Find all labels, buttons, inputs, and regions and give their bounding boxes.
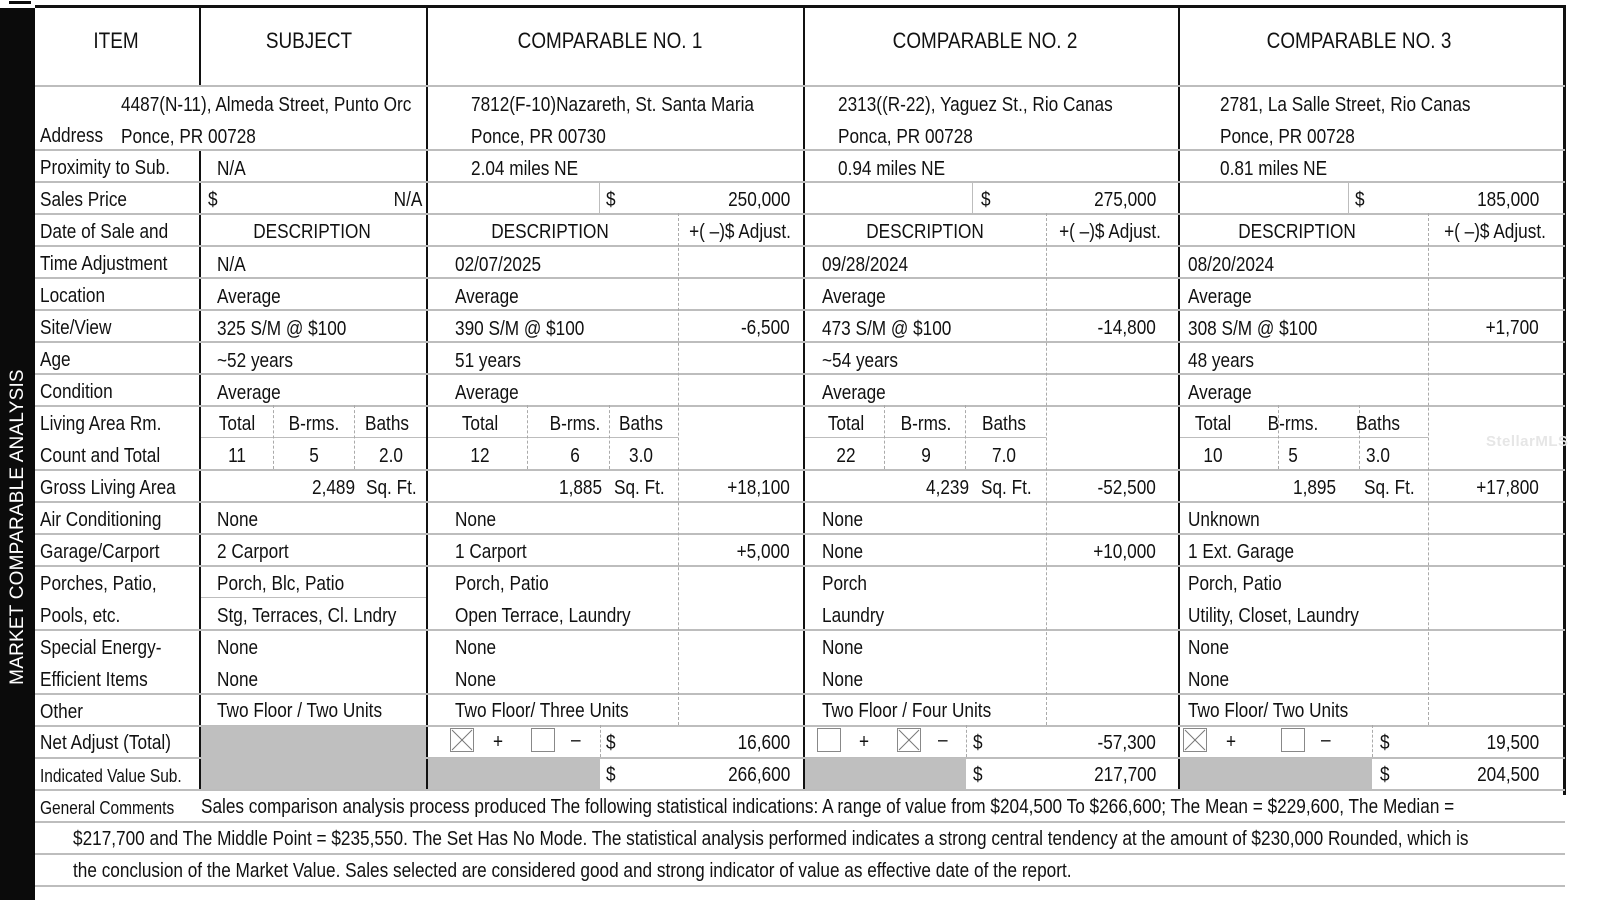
- comments-line-1: Sales comparison analysis process produced The following statistical indications: A range of value from $204,500 To $266,600; The Mean = $229,600, The Median =: [201, 796, 1455, 818]
- subject-gla: 2,489: [311, 477, 355, 499]
- comp3-net-adjustment: 19,500: [1486, 732, 1539, 754]
- row-divider: [35, 533, 1565, 535]
- subject-rooms-total: 11: [228, 445, 246, 467]
- comp3-indicated-shade: [1180, 758, 1372, 789]
- comp2-energy-1: None: [822, 637, 864, 659]
- subject-garage: 2 Carport: [217, 541, 289, 563]
- row-divider: [35, 469, 1565, 471]
- comp2-indicated-value: 217,700: [1093, 764, 1156, 786]
- subject-rooms-baths: 2.0: [379, 445, 403, 467]
- row-divider: [35, 853, 1565, 855]
- comp2-net-divider: [966, 725, 967, 757]
- comp1-address-line2: Ponce, PR 00730: [471, 126, 606, 148]
- label-energy: Special Energy-: [40, 637, 162, 659]
- header-item: ITEM: [93, 28, 139, 53]
- label-pools: Pools, etc.: [40, 605, 121, 627]
- comp3-price-currency: $: [1355, 189, 1365, 211]
- comp3-rooms-brms-header: B-rms.: [1267, 413, 1319, 435]
- label-location: Location: [40, 285, 106, 307]
- comp2-rooms-divider-1: [884, 405, 885, 469]
- comp3-rooms-total: 10: [1203, 445, 1223, 467]
- comp2-porches-2: Laundry: [822, 605, 885, 627]
- comp3-net-plus-checkbox[interactable]: [1183, 728, 1207, 752]
- header-comp1: COMPARABLE NO. 1: [517, 28, 703, 53]
- comp2-net-minus-checkbox[interactable]: [897, 728, 921, 752]
- section-label: [0, 0, 35, 900]
- row-divider: [35, 693, 1565, 695]
- subject-rooms-brms: 5: [309, 445, 319, 467]
- comp1-rooms-baths-header: Baths: [619, 413, 663, 435]
- comp2-net-plus-checkbox[interactable]: [817, 728, 841, 752]
- inner-row-divider: [428, 437, 678, 438]
- comp3-energy-2: None: [1188, 669, 1230, 691]
- label-general-comments: General Comments: [40, 798, 175, 818]
- label-other: Other: [40, 701, 84, 723]
- comp3-other: Two Floor/ Two Units: [1188, 700, 1349, 722]
- header-subject: SUBJECT: [265, 28, 353, 53]
- comp1-net-plus-checkbox[interactable]: [450, 728, 474, 752]
- comp1-site-adjustment: -6,500: [741, 317, 790, 339]
- comp3-gla-unit: Sq. Ft.: [1364, 477, 1415, 499]
- comp3-age: 48 years: [1188, 350, 1254, 372]
- comp2-condition: Average: [822, 382, 886, 404]
- watermark-logo: StellarMLS: [1486, 433, 1569, 450]
- subject-rooms-baths-header: Baths: [365, 413, 409, 435]
- comp1-description-header: DESCRIPTION: [491, 221, 609, 243]
- subject-address-line1: 4487(N-11), Almeda Street, Punto Orc: [121, 94, 412, 116]
- comp3-condition: Average: [1188, 382, 1252, 404]
- row-divider: [35, 341, 1565, 343]
- inner-row-divider: [201, 245, 426, 246]
- comp3-energy-1: None: [1188, 637, 1230, 659]
- comp1-sales-price: 250,000: [727, 189, 790, 211]
- comp2-gla: 4,239: [925, 477, 969, 499]
- comp1-rooms-total-header: Total: [461, 413, 499, 435]
- subject-net-shade: [201, 726, 426, 789]
- comp2-sales-price: 275,000: [1093, 189, 1156, 211]
- comp1-gla: 1,885: [558, 477, 602, 499]
- comp3-net-divider: [1372, 725, 1373, 757]
- comp2-energy-2: None: [822, 669, 864, 691]
- row-divider: [35, 629, 1565, 631]
- comp1-age: 51 years: [455, 350, 521, 372]
- section-label-text: MARKET COMPARABLE ANALYSIS: [7, 369, 28, 685]
- label-address: Address: [40, 125, 104, 147]
- row-divider: [35, 501, 1565, 503]
- subject-price-currency: $: [208, 189, 218, 211]
- label-efficient-items: Efficient Items: [40, 669, 148, 691]
- label-proximity: Proximity to Sub.: [40, 157, 171, 179]
- comp3-rooms-baths: 3.0: [1366, 445, 1390, 467]
- comments-line-3: the conclusion of the Market Value. Sales selected are considered good and strong indicator of value as effective date of the report.: [73, 860, 1072, 882]
- comp2-rooms-total-header: Total: [827, 413, 865, 435]
- comp2-price-currency: $: [981, 189, 991, 211]
- comp1-indicated-value: 266,600: [727, 764, 790, 786]
- row-divider: [35, 85, 1565, 87]
- label-garage: Garage/Carport: [40, 541, 160, 563]
- inner-row-divider: [201, 597, 426, 598]
- comp1-indicated-shade: [428, 758, 600, 789]
- comp1-garage: 1 Carport: [455, 541, 527, 563]
- comp2-description-header: DESCRIPTION: [866, 221, 984, 243]
- subject-gla-unit: Sq. Ft.: [366, 477, 417, 499]
- inner-row-divider: [201, 437, 426, 438]
- comp2-porches-1: Porch: [822, 573, 867, 595]
- subject-address-line2: Ponce, PR 00728: [121, 126, 256, 148]
- inner-row-divider: [805, 437, 1046, 438]
- comp1-proximity: 2.04 miles NE: [471, 158, 579, 180]
- comp3-porches-2: Utility, Closet, Laundry: [1188, 605, 1359, 627]
- comp1-net-minus-checkbox[interactable]: [531, 728, 555, 752]
- comp1-location: Average: [455, 286, 519, 308]
- comp1-adjust-divider: [678, 213, 679, 725]
- comp1-indicated-currency: $: [606, 764, 616, 786]
- comp2-location: Average: [822, 286, 886, 308]
- subject-porches-1: Porch, Blc, Patio: [217, 573, 345, 595]
- comp3-indicated-value: 204,500: [1476, 764, 1539, 786]
- subject-rooms-brms-header: B-rms.: [288, 413, 340, 435]
- inner-row-divider: [428, 245, 803, 246]
- comp1-net-adjustment: 16,600: [737, 732, 790, 754]
- comp2-date: 09/28/2024: [822, 254, 909, 276]
- inner-row-divider: [805, 245, 1178, 246]
- comp1-garage-adjustment: +5,000: [736, 541, 790, 563]
- comp2-gla-adjustment: -52,500: [1097, 477, 1156, 499]
- comp2-rooms-brms-header: B-rms.: [900, 413, 952, 435]
- comp1-date: 02/07/2025: [455, 254, 542, 276]
- comp2-other: Two Floor / Four Units: [822, 700, 992, 722]
- comp1-rooms-brms-header: B-rms.: [549, 413, 601, 435]
- comp2-ac: None: [822, 509, 864, 531]
- comp1-rooms-total: 12: [470, 445, 490, 467]
- comp3-site-adjustment: +1,700: [1485, 317, 1539, 339]
- label-time-adjustment: Time Adjustment: [40, 253, 168, 275]
- label-gla: Gross Living Area: [40, 477, 176, 499]
- subject-site: 325 S/M @ $100: [217, 318, 347, 340]
- comp1-gla-unit: Sq. Ft.: [614, 477, 665, 499]
- row-divider: [35, 789, 1565, 791]
- comp2-rooms-baths-header: Baths: [982, 413, 1026, 435]
- row-divider: [35, 149, 1565, 151]
- comp1-site: 390 S/M @ $100: [455, 318, 585, 340]
- comp1-other: Two Floor/ Three Units: [455, 700, 629, 722]
- comp1-price-divider: [599, 181, 600, 213]
- comp3-proximity: 0.81 miles NE: [1220, 158, 1328, 180]
- subject-other: Two Floor / Two Units: [217, 700, 383, 722]
- comp2-rooms-divider-2: [965, 405, 966, 469]
- comp2-gla-unit: Sq. Ft.: [981, 477, 1032, 499]
- comp3-rooms-brms: 5: [1288, 445, 1298, 467]
- label-indicated-value: Indicated Value Sub.: [40, 766, 182, 786]
- comp2-adjust-header: +( –)$ Adjust.: [1059, 221, 1161, 243]
- top-border: [35, 5, 1565, 8]
- comp2-net-adjustment: -57,300: [1097, 732, 1156, 754]
- comp3-porches-1: Porch, Patio: [1188, 573, 1282, 595]
- divider-comp1-comp2: [803, 8, 805, 789]
- comp2-age: ~54 years: [822, 350, 899, 372]
- label-date-of-sale: Date of Sale and: [40, 221, 169, 243]
- subject-date: N/A: [217, 254, 246, 276]
- subject-rooms-divider-2: [354, 405, 355, 469]
- comp3-ac: Unknown: [1188, 509, 1260, 531]
- row-divider: [35, 405, 1565, 407]
- divider-item-subject-header: [199, 8, 201, 85]
- comp3-net-currency: $: [1380, 732, 1390, 754]
- label-condition: Condition: [40, 381, 113, 403]
- subject-rooms-divider-1: [273, 405, 274, 469]
- comp1-gla-adjustment: +18,100: [727, 477, 790, 499]
- subject-energy-1: None: [217, 637, 259, 659]
- label-net-adjust: Net Adjust (Total): [40, 732, 171, 754]
- comp3-garage: 1 Ext. Garage: [1188, 541, 1295, 563]
- label-air-conditioning: Air Conditioning: [40, 509, 162, 531]
- comp3-address-line2: Ponce, PR 00728: [1220, 126, 1355, 148]
- x-mark-icon: [451, 729, 473, 751]
- comp2-plus-sign: +: [859, 731, 870, 753]
- label-porches: Porches, Patio,: [40, 573, 157, 595]
- comp1-address-line1: 7812(F-10)Nazareth, St. Santa Maria: [471, 94, 754, 116]
- comp2-price-divider: [972, 181, 973, 213]
- row-divider: [35, 181, 1565, 183]
- comp2-garage: None: [822, 541, 864, 563]
- comp1-minus-sign: –: [571, 729, 581, 751]
- comp2-rooms-brms: 9: [921, 445, 931, 467]
- comp2-proximity: 0.94 miles NE: [838, 158, 946, 180]
- comp3-location: Average: [1188, 286, 1252, 308]
- label-age: Age: [40, 349, 71, 371]
- comp1-porches-2: Open Terrace, Laundry: [455, 605, 631, 627]
- comp2-garage-adjustment: +10,000: [1093, 541, 1156, 563]
- subject-energy-2: None: [217, 669, 259, 691]
- comp3-net-minus-checkbox[interactable]: [1281, 728, 1305, 752]
- comp1-rooms-divider-1: [527, 405, 528, 469]
- comp1-energy-2: None: [455, 669, 497, 691]
- comp2-indicated-currency: $: [973, 764, 983, 786]
- label-count-total: Count and Total: [40, 445, 161, 467]
- comp1-rooms-divider-2: [609, 405, 610, 469]
- comp2-net-currency: $: [973, 732, 983, 754]
- comp3-adjust-divider: [1428, 213, 1429, 725]
- comp2-rooms-baths: 7.0: [992, 445, 1016, 467]
- comp1-energy-1: None: [455, 637, 497, 659]
- subject-location: Average: [217, 286, 281, 308]
- comp1-rooms-baths: 3.0: [629, 445, 653, 467]
- row-divider: [35, 821, 1565, 823]
- right-border: [1563, 5, 1566, 795]
- comp3-sales-price: 185,000: [1476, 189, 1539, 211]
- subject-proximity: N/A: [217, 158, 246, 180]
- comp2-site: 473 S/M @ $100: [822, 318, 952, 340]
- subject-description-header: DESCRIPTION: [253, 221, 371, 243]
- comp3-gla-adjustment: +17,800: [1476, 477, 1539, 499]
- comp3-date: 08/20/2024: [1188, 254, 1275, 276]
- comp2-address-line1: 2313((R-22), Yaguez St., Rio Canas: [838, 94, 1113, 116]
- comp1-plus-sign: +: [493, 731, 504, 753]
- row-divider: [35, 213, 1565, 215]
- row-divider: [35, 885, 1565, 887]
- row-divider: [35, 373, 1565, 375]
- comp3-site: 308 S/M @ $100: [1188, 318, 1318, 340]
- comp1-rooms-brms: 6: [570, 445, 580, 467]
- header-comp2: COMPARABLE NO. 2: [892, 28, 1078, 53]
- subject-condition: Average: [217, 382, 281, 404]
- divider-comp2-comp3: [1178, 8, 1180, 789]
- label-site-view: Site/View: [40, 317, 112, 339]
- comp2-minus-sign: –: [938, 729, 948, 751]
- subject-rooms-total-header: Total: [218, 413, 256, 435]
- comp1-condition: Average: [455, 382, 519, 404]
- comp2-address-line2: Ponca, PR 00728: [838, 126, 973, 148]
- comp3-indicated-currency: $: [1380, 764, 1390, 786]
- comp1-adjust-header: +( –)$ Adjust.: [689, 221, 791, 243]
- row-divider: [35, 309, 1565, 311]
- inner-row-divider: [1180, 245, 1563, 246]
- comp1-net-currency: $: [606, 732, 616, 754]
- comp1-net-divider: [600, 725, 601, 757]
- comp3-plus-sign: +: [1226, 731, 1237, 753]
- label-living-area: Living Area Rm.: [40, 413, 162, 435]
- comments-line-2: $217,700 and The Middle Point = $235,550. The Set Has No Mode. The statistical analysis performed indicates a strong central tendency at the amount of $230,000 Rounded, which is: [73, 828, 1469, 850]
- row-divider: [35, 565, 1565, 567]
- subject-porches-2: Stg, Terraces, Cl. Lndry: [217, 605, 397, 627]
- comp1-price-currency: $: [606, 189, 616, 211]
- inner-row-divider: [1180, 437, 1428, 438]
- comp3-address-line1: 2781, La Salle Street, Rio Canas: [1220, 94, 1471, 116]
- comp2-rooms-total: 22: [836, 445, 856, 467]
- subject-ac: None: [217, 509, 259, 531]
- comp3-rooms-baths-header: Baths: [1356, 413, 1400, 435]
- header-comp3: COMPARABLE NO. 3: [1266, 28, 1452, 53]
- comp1-porches-1: Porch, Patio: [455, 573, 549, 595]
- divider-subject-comp1: [426, 8, 428, 789]
- comp3-minus-sign: –: [1321, 729, 1331, 751]
- comp1-ac: None: [455, 509, 497, 531]
- comp3-description-header: DESCRIPTION: [1238, 221, 1356, 243]
- comp3-price-divider: [1348, 181, 1349, 213]
- label-sales-price: Sales Price: [40, 189, 127, 211]
- subject-sales-price: N/A: [393, 189, 422, 211]
- row-divider: [35, 277, 1565, 279]
- comp3-rooms-total-header: Total: [1194, 413, 1232, 435]
- subject-age: ~52 years: [217, 350, 294, 372]
- x-mark-icon: [1184, 729, 1206, 751]
- comp2-indicated-shade: [805, 758, 966, 789]
- comp2-adjust-divider: [1046, 213, 1047, 725]
- comp2-site-adjustment: -14,800: [1097, 317, 1156, 339]
- comp3-adjust-header: +( –)$ Adjust.: [1444, 221, 1546, 243]
- comp3-gla: 1,895: [1292, 477, 1336, 499]
- x-mark-icon: [898, 729, 920, 751]
